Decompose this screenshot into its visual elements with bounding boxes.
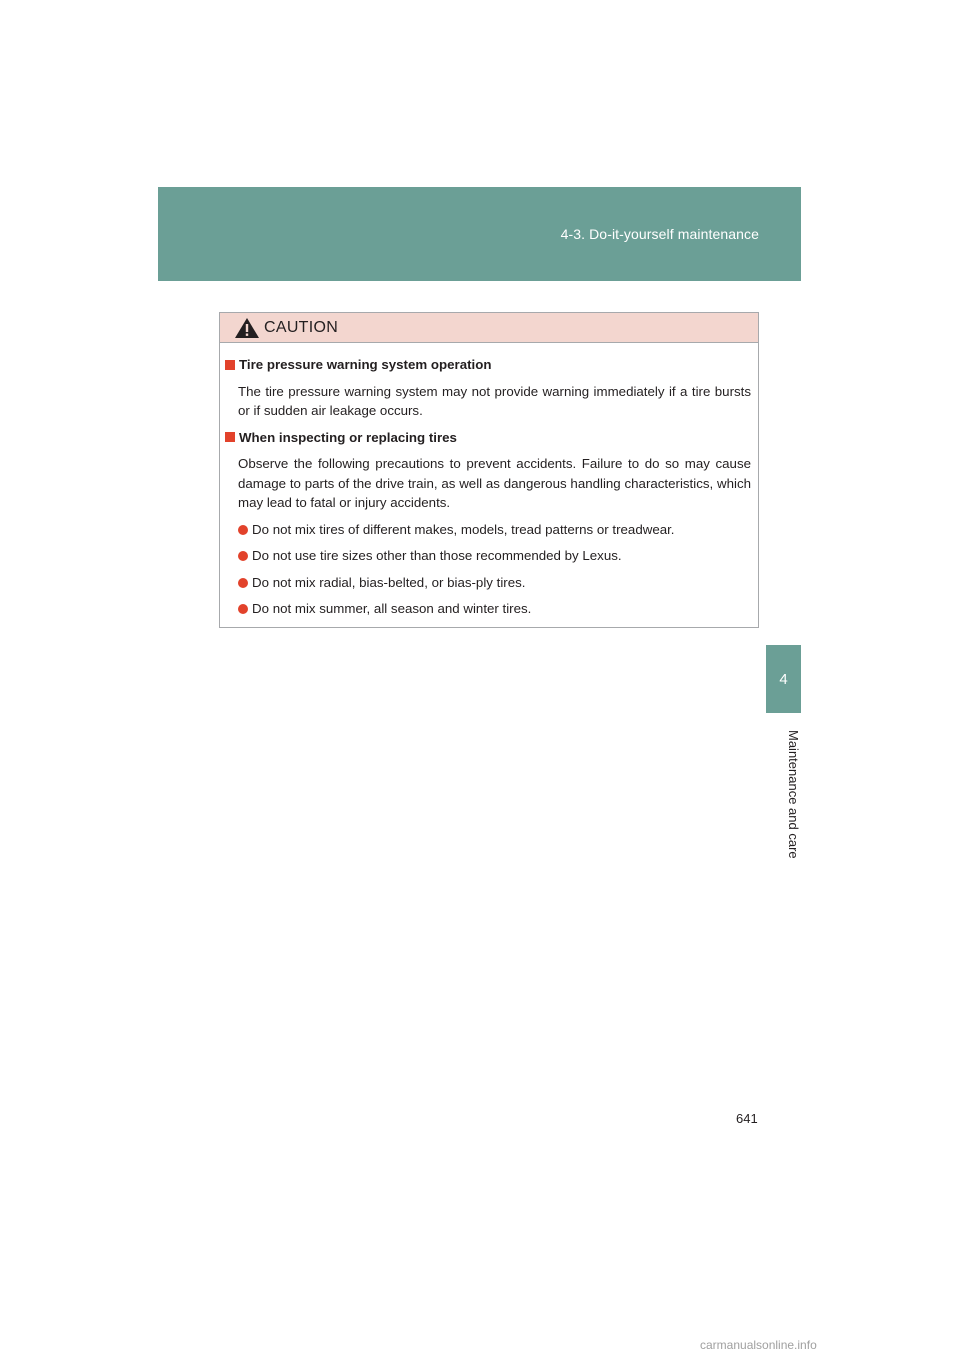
list-item <box>238 573 751 593</box>
section-heading <box>224 428 751 448</box>
watermark: carmanualsonline.info <box>700 1338 817 1352</box>
caution-body <box>220 343 758 619</box>
chapter-label: Maintenance and care <box>786 730 801 859</box>
section-paragraph: Observe the following precautions to prevent accidents. Failure to do so may cause damage to parts of the drive train, as well as dangerous handling characteristics, which may lead to fatal or injury accidents. <box>238 456 751 510</box>
round-bullet-icon <box>238 551 248 561</box>
section-heading-text: When inspecting or replacing tires <box>239 429 457 445</box>
list-item-text: Do not use tire sizes other than those recommended by Lexus. <box>252 548 622 563</box>
caution-header <box>220 313 758 343</box>
header-band <box>158 187 801 281</box>
square-bullet-icon <box>225 432 235 442</box>
page-number: 641 <box>736 1111 758 1126</box>
section-title: 4-3. Do-it-yourself maintenance <box>560 226 759 242</box>
round-bullet-icon <box>238 525 248 535</box>
round-bullet-icon <box>238 604 248 614</box>
chapter-tab: 4 <box>766 645 801 713</box>
list-item-text: Do not mix summer, all season and winter tires. <box>252 601 532 616</box>
list-item <box>238 520 751 540</box>
round-bullet-icon <box>238 578 248 588</box>
caution-title: CAUTION <box>264 318 339 336</box>
list-item <box>238 599 751 619</box>
section-paragraph: The tire pressure warning system may not provide warning immediately if a tire bursts or if sudden air leakage occurs. <box>238 383 751 418</box>
caution-box <box>219 312 759 628</box>
section-heading-text: Tire pressure warning system operation <box>239 357 492 372</box>
square-bullet-icon <box>225 360 235 370</box>
list-item-text: Do not mix radial, bias-belted, or bias-ply tires. <box>252 574 526 590</box>
section-heading <box>224 355 751 375</box>
warning-triangle-icon <box>234 317 260 339</box>
list-item <box>238 546 751 566</box>
list-item-text: Do not mix tires of different makes, models, tread patterns or treadwear. <box>252 521 675 537</box>
